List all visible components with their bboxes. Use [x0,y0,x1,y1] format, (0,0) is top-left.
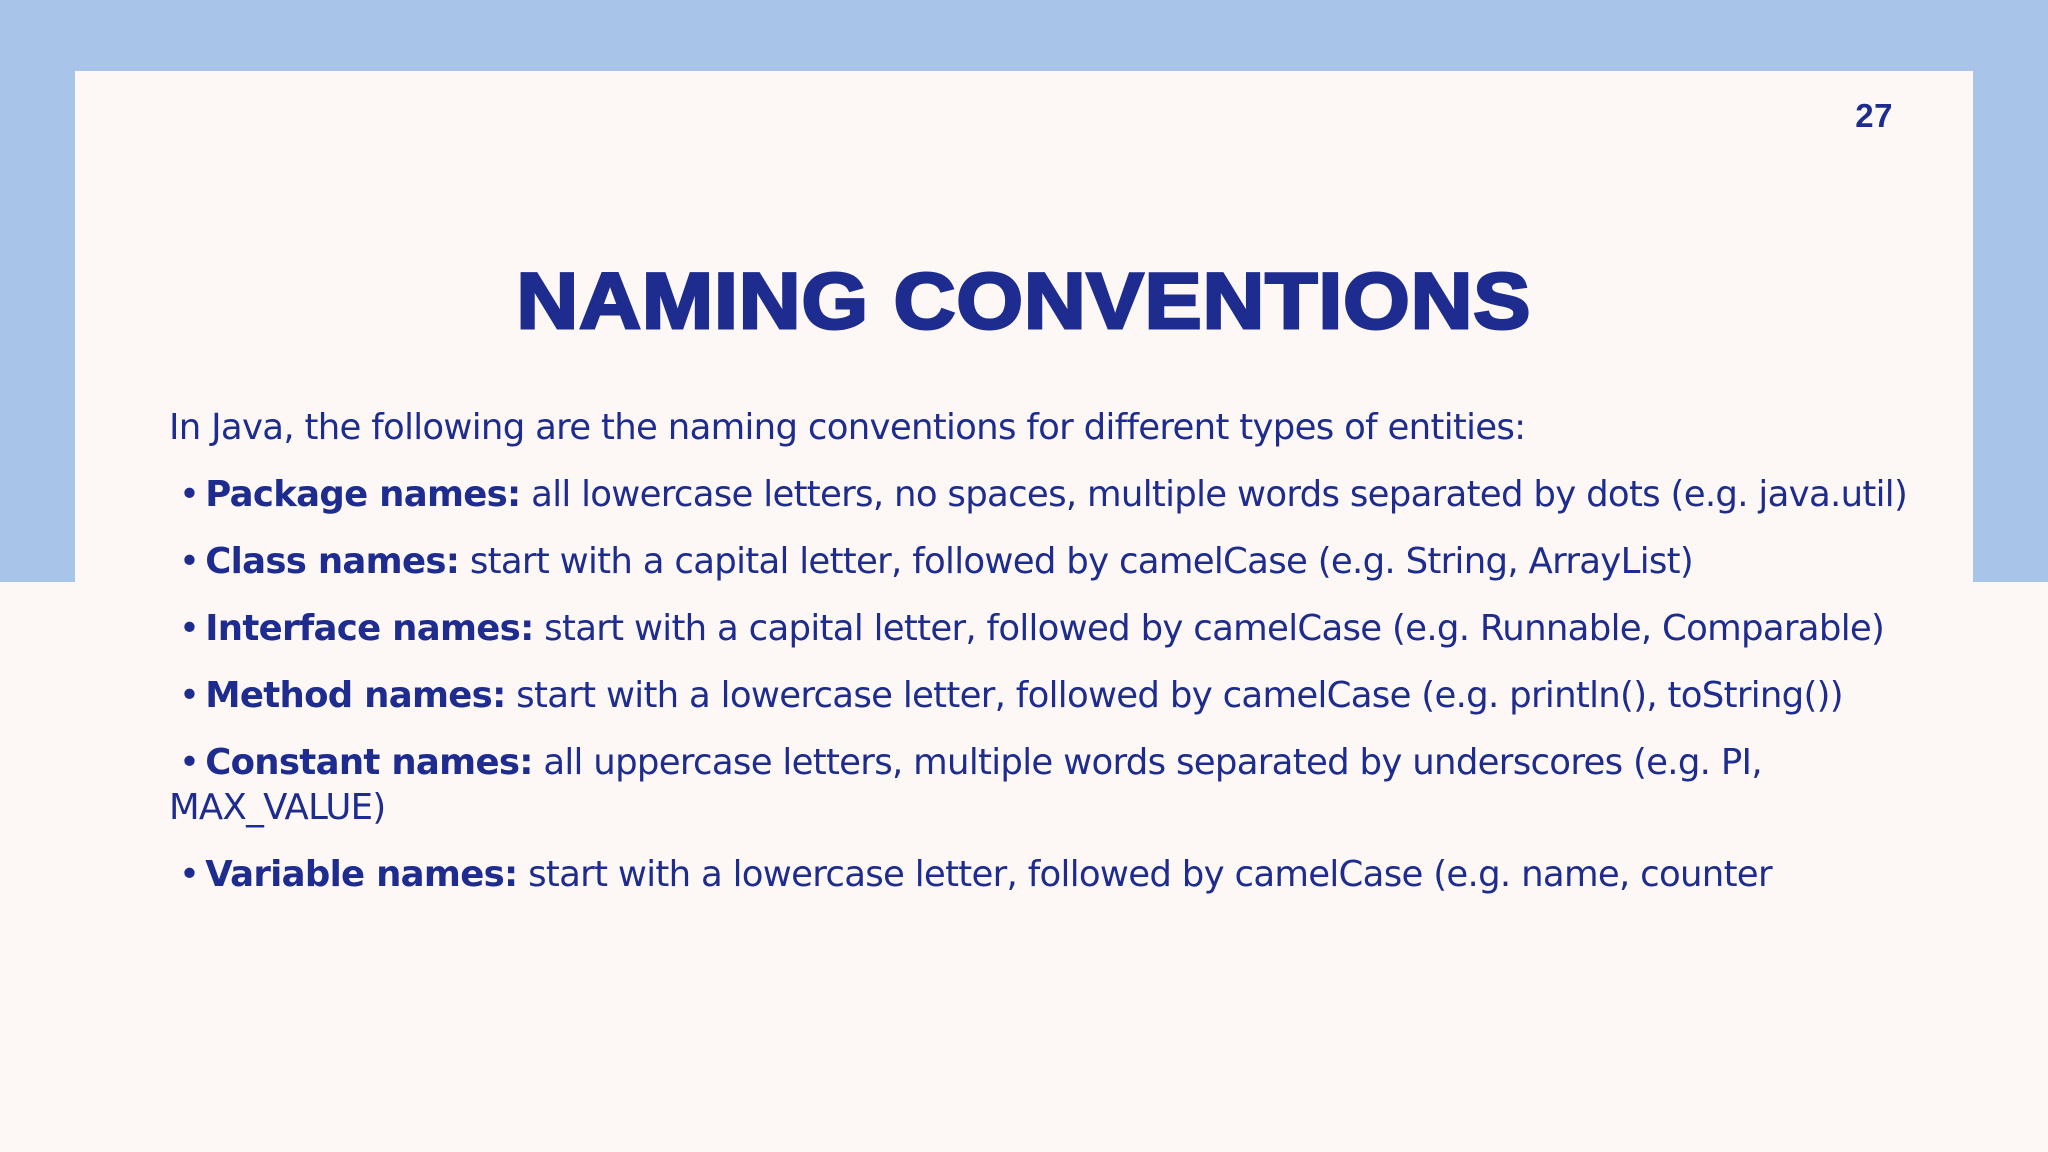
item-text: all lowercase letters, no spaces, multiple words separated by dots (e.g. java.util) [520,474,1908,515]
intro-text: In Java, the following are the naming conventions for different types of entities: [169,407,1526,448]
bullet: • [179,608,200,649]
page-number: 27 [1855,97,1893,134]
item-text: all uppercase letters, multiple words separated by underscores (e.g. PI, MAX_VALUE) [169,742,1762,828]
item-label: Class names: [205,541,460,582]
item-text: start with a capital letter, followed by camelCase (e.g. Runnable, Comparable) [533,608,1885,649]
slide-card [75,71,1973,1152]
list-item-variable [169,852,1959,897]
item-text: start with a lowercase letter, followed by camelCase (e.g. println(), toString()) [505,675,1843,716]
item-text: start with a capital letter, followed by camelCase (e.g. String, ArrayList) [459,541,1694,582]
bullet: • [179,541,200,582]
list-item-interface [169,606,1959,651]
item-label: Constant names: [205,742,533,783]
item-label: Variable names: [205,854,518,895]
item-label: Package names: [205,474,521,515]
list-item-package [169,472,1959,517]
item-label: Method names: [205,675,506,716]
slide-body [169,405,1959,919]
list-item-constant [169,740,1959,830]
list-item-class [169,539,1959,584]
bullet: • [179,854,200,895]
bullet: • [179,474,200,515]
slide-title: NAMING CONVENTIONS [516,256,1532,345]
item-label: Interface names: [205,608,534,649]
item-text: start with a lowercase letter, followed by camelCase (e.g. name, counter [517,854,1772,895]
list-item-method [169,673,1959,718]
bullet: • [179,675,200,716]
bullet: • [179,742,200,783]
